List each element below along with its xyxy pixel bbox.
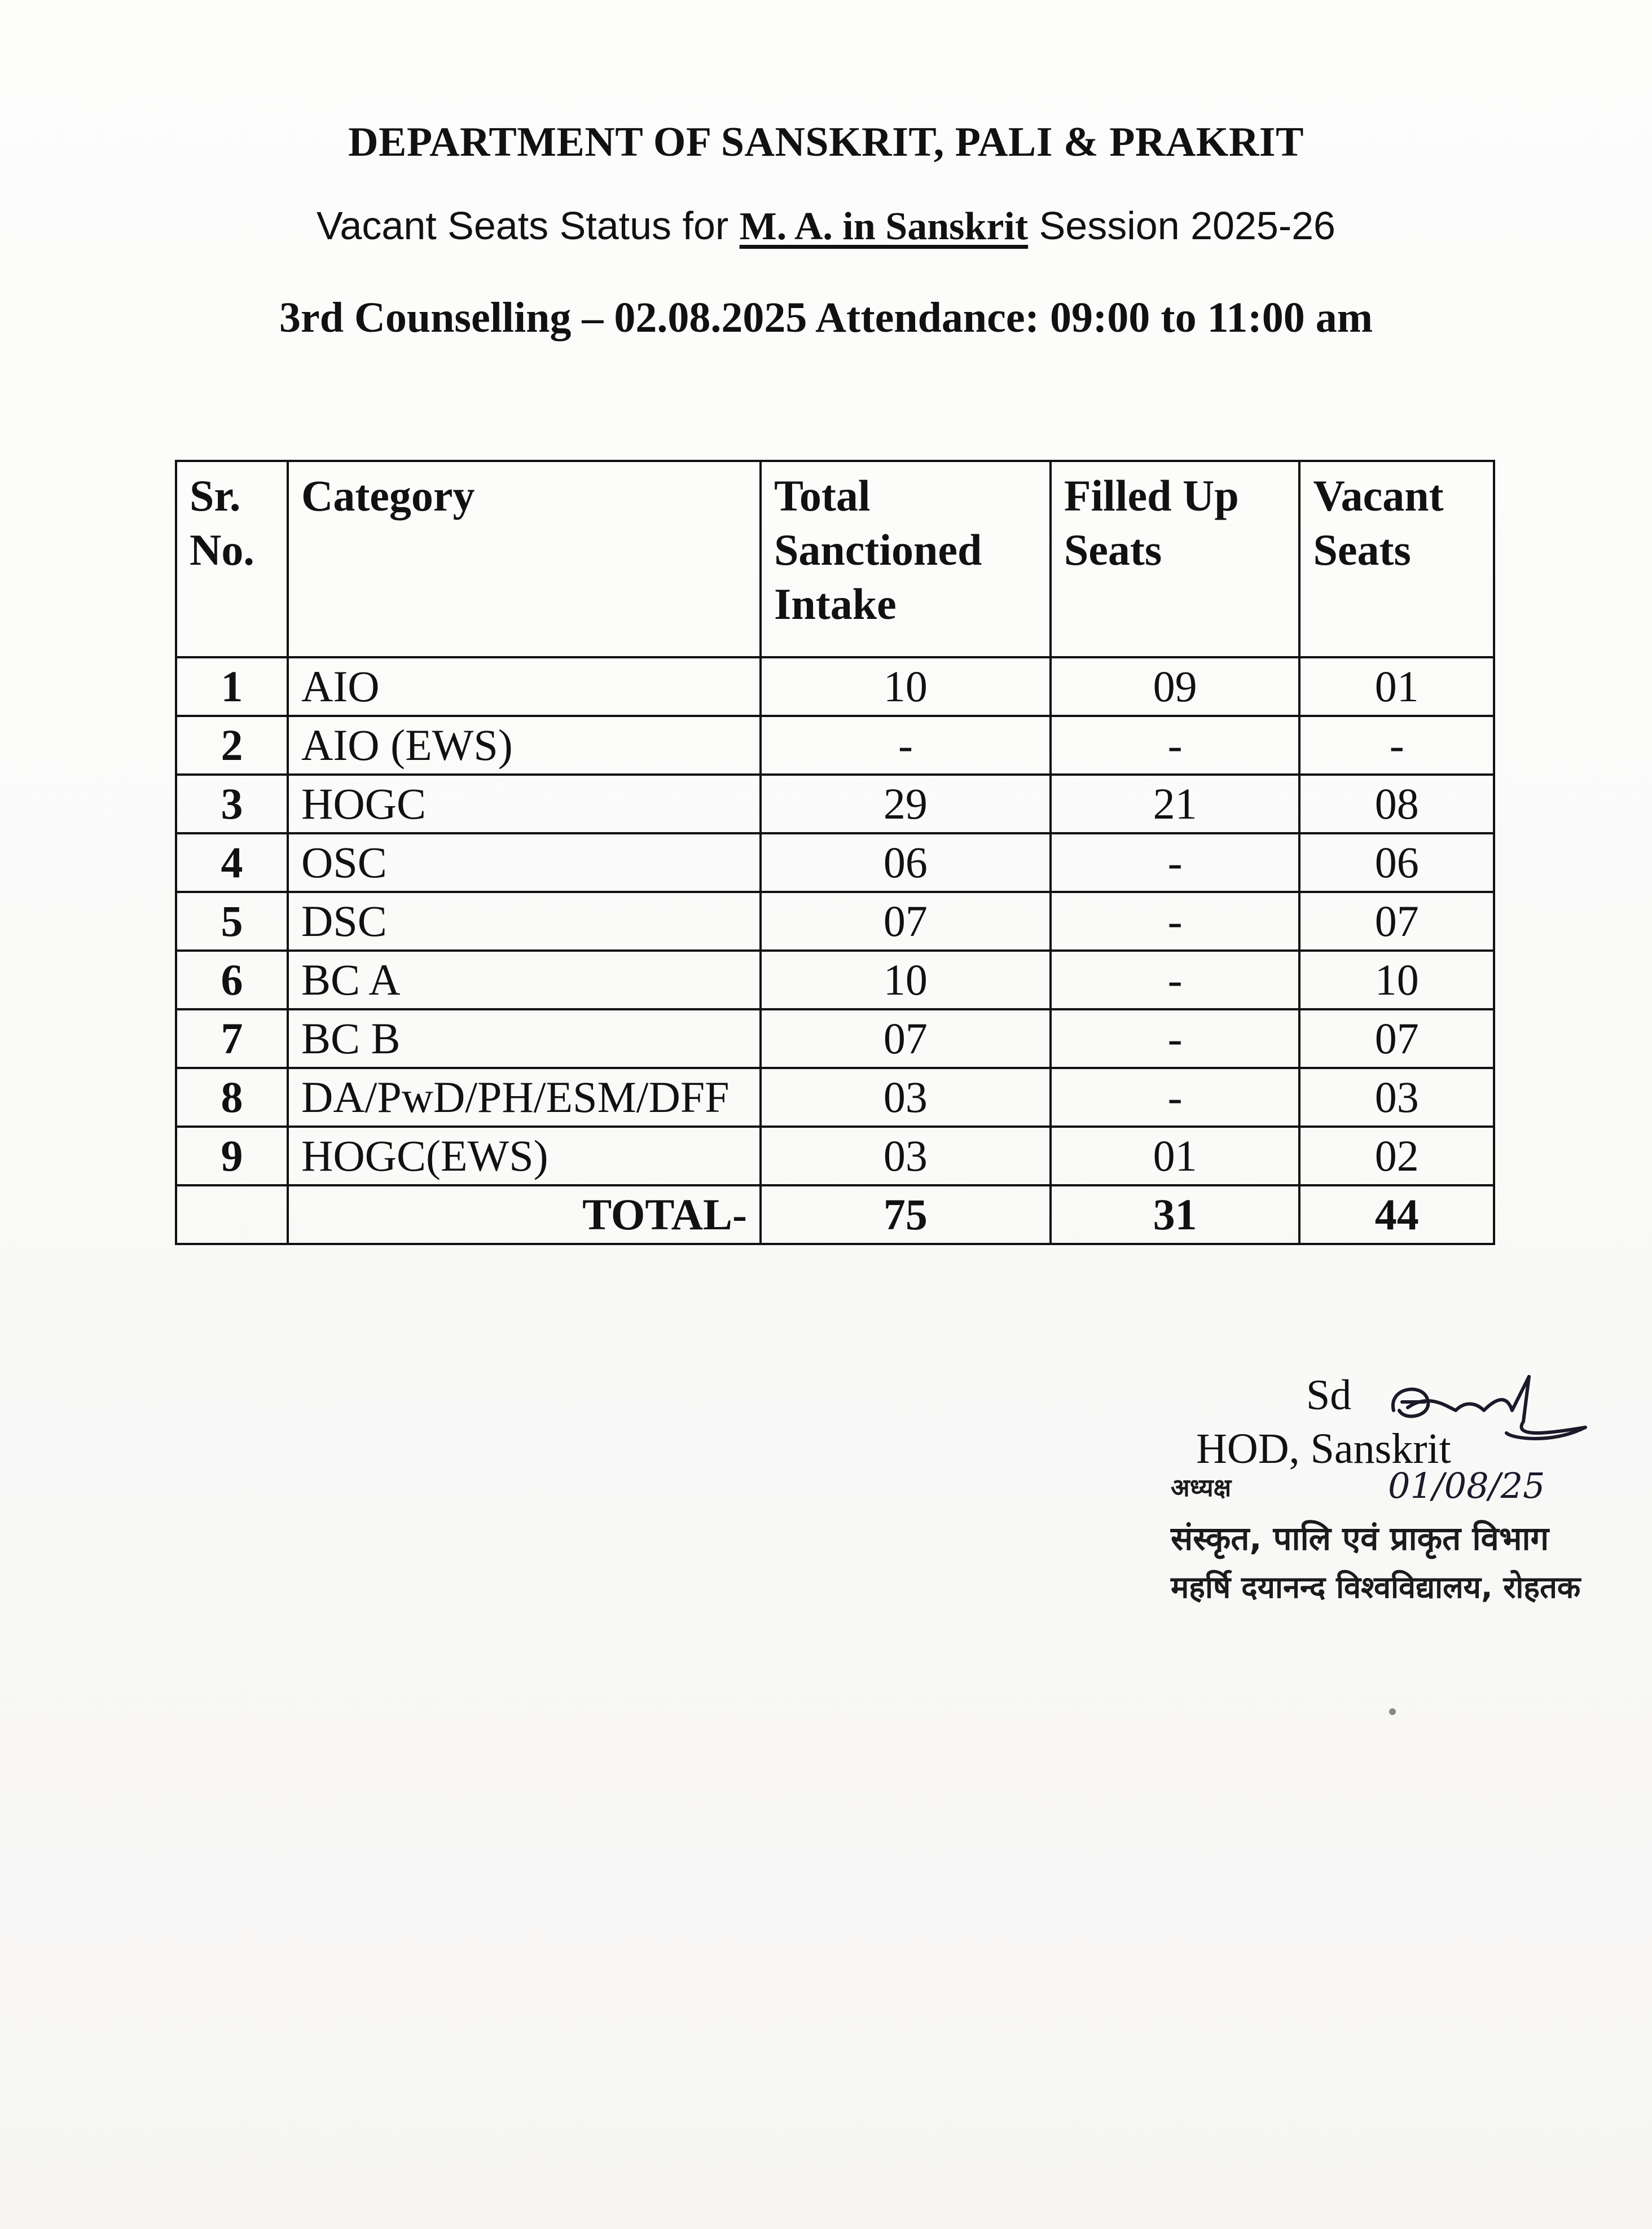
row-total: 10 (761, 951, 1051, 1009)
paper-speck (1389, 1708, 1396, 1715)
row-sr-no: 6 (176, 951, 288, 1009)
table-header-row (176, 461, 1494, 657)
row-filled: - (1051, 1068, 1300, 1127)
row-vacant: 07 (1299, 1009, 1494, 1068)
row-filled: 09 (1051, 657, 1300, 716)
row-sr-no: 8 (176, 1068, 288, 1127)
table-row (176, 892, 1494, 951)
row-vacant: 01 (1299, 657, 1494, 716)
row-sr-no: 2 (176, 716, 288, 775)
row-total: 06 (761, 833, 1051, 892)
row-filled: 01 (1051, 1127, 1300, 1185)
row-filled: - (1051, 951, 1300, 1009)
stamp-line-designation: अध्यक्ष (1171, 1474, 1232, 1502)
row-sr-no: 3 (176, 775, 288, 833)
total-vacant: 44 (1299, 1185, 1494, 1244)
row-vacant: 02 (1299, 1127, 1494, 1185)
row-vacant: 08 (1299, 775, 1494, 833)
vacancy-subtitle (0, 203, 1652, 249)
hod-office-stamp (1171, 1470, 1580, 1607)
row-category: AIO (288, 657, 761, 716)
table-row (176, 716, 1494, 775)
course-name: M. A. in Sanskrit (739, 205, 1029, 248)
row-category: HOGC(EWS) (288, 1127, 761, 1185)
stamp-line-university: महर्षि दयानन्द विश्वविद्यालय, रोहतक (1171, 1569, 1581, 1605)
total-row-blank (176, 1185, 288, 1244)
stamp-line-department: संस्कृत, पालि एवं प्राकृत विभाग (1171, 1519, 1549, 1558)
row-filled: - (1051, 716, 1300, 775)
row-category: OSC (288, 833, 761, 892)
counselling-details: 3rd Counselling – 02.08.2025 Attendance: 09:00 to 11:00 am (279, 294, 1373, 341)
table-row (176, 951, 1494, 1009)
row-filled: - (1051, 1009, 1300, 1068)
hod-designation: HOD, Sanskrit (1196, 1425, 1451, 1472)
total-filled: 31 (1051, 1185, 1300, 1244)
row-vacant: - (1299, 716, 1494, 775)
row-total: - (761, 716, 1051, 775)
row-sr-no: 5 (176, 892, 288, 951)
header-category: Category (288, 461, 761, 657)
row-category: DA/PwD/PH/ESM/DFF (288, 1068, 761, 1127)
row-sr-no: 7 (176, 1009, 288, 1068)
table-total-row (176, 1185, 1494, 1244)
row-vacant: 07 (1299, 892, 1494, 951)
table-row (176, 1127, 1494, 1185)
row-vacant: 03 (1299, 1068, 1494, 1127)
row-category: BC A (288, 951, 761, 1009)
subtitle-session: Session 2025-26 (1039, 204, 1335, 248)
row-category: HOGC (288, 775, 761, 833)
row-total: 29 (761, 775, 1051, 833)
row-category: DSC (288, 892, 761, 951)
table-row (176, 1068, 1494, 1127)
header-vacant-seats: Vacant Seats (1299, 461, 1494, 657)
row-category: BC B (288, 1009, 761, 1068)
row-filled: - (1051, 833, 1300, 892)
table-row (176, 657, 1494, 716)
header-sr-no: Sr. No. (176, 461, 288, 657)
table-row (176, 833, 1494, 892)
vacant-seats-table (175, 460, 1495, 1245)
row-sr-no: 4 (176, 833, 288, 892)
row-filled: 21 (1051, 775, 1300, 833)
row-sr-no: 9 (176, 1127, 288, 1185)
row-vacant: 06 (1299, 833, 1494, 892)
row-sr-no: 1 (176, 657, 288, 716)
sd-label: Sd (1306, 1371, 1352, 1419)
row-total: 10 (761, 657, 1051, 716)
table-row (176, 775, 1494, 833)
row-total: 07 (761, 1009, 1051, 1068)
row-vacant: 10 (1299, 951, 1494, 1009)
svg-text:01/08/25: 01/08/25 (1388, 1465, 1545, 1506)
row-category: AIO (EWS) (288, 716, 761, 775)
subtitle-prefix: Vacant Seats Status for (316, 204, 729, 248)
total-label: TOTAL- (288, 1185, 761, 1244)
row-total: 07 (761, 892, 1051, 951)
row-filled: - (1051, 892, 1300, 951)
table-row (176, 1009, 1494, 1068)
department-title: DEPARTMENT OF SANSKRIT, PALI & PRAKRIT (348, 119, 1304, 165)
header-filled-up-seats: Filled Up Seats (1051, 461, 1300, 657)
header-total-sanctioned-intake: Total Sanctioned Intake (761, 461, 1051, 657)
row-total: 03 (761, 1068, 1051, 1127)
row-total: 03 (761, 1127, 1051, 1185)
total-sanctioned: 75 (761, 1185, 1051, 1244)
